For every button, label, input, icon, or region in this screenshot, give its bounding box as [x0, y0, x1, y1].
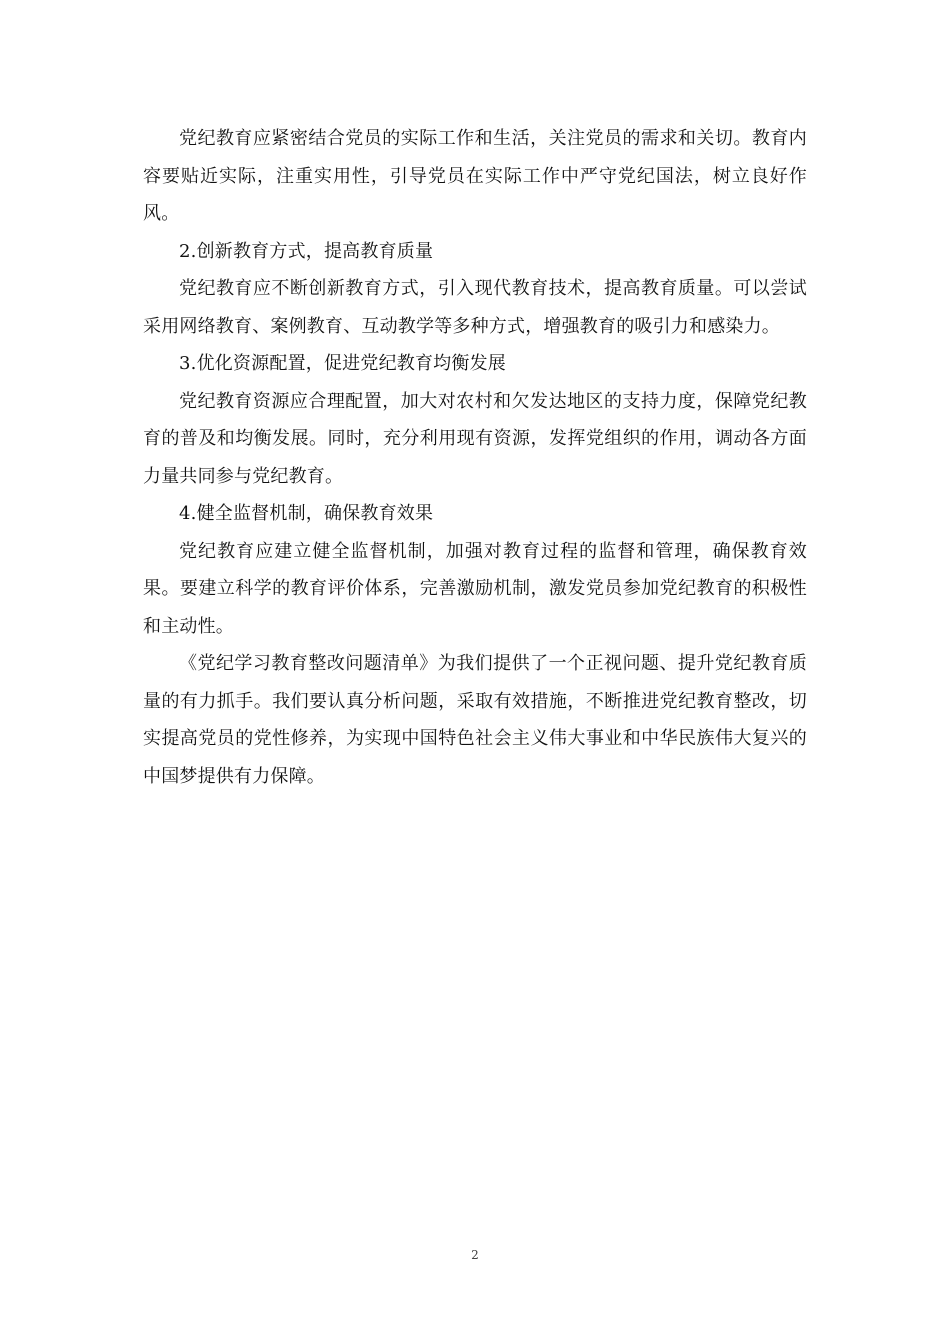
- paragraph-practical-work: 党纪教育应紧密结合党员的实际工作和生活，关注党员的需求和关切。教育内容要贴近实际，注重实用性，引导党员在实际工作中严守党纪国法，树立良好作风。: [143, 128, 807, 224]
- document-body: [143, 120, 807, 795]
- heading-supervision: 4.健全监督机制，确保教育效果: [179, 503, 434, 524]
- paragraph-optimize-resources: 党纪教育资源应合理配置，加大对农村和欠发达地区的支持力度，保障党纪教育的普及和均衡发展。同时，充分利用现有资源，发挥党组织的作用，调动各方面力量共同参与党纪教育。: [143, 390, 807, 487]
- heading-innovate-methods: 2.创新教育方式，提高教育质量: [179, 240, 434, 262]
- paragraph-conclusion: 《党纪学习教育整改问题清单》为我们提供了一个正视问题、提升党纪教育质量的有力抓手。我们要认真分析问题，采取有效措施，不断推进党纪教育整改，切实提高党员的党性修养，为实现中国特色社会主义伟大事业和中华民族伟大复兴的中国梦提供有力保障。: [143, 653, 807, 787]
- heading-optimize-resources: 3.优化资源配置，促进党纪教育均衡发展: [179, 353, 506, 374]
- paragraph-supervision: 党纪教育应建立健全监督机制，加强对教育过程的监督和管理，确保教育效果。要建立科学的教育评价体系，完善激励机制，激发党员参加党纪教育的积极性和主动性。: [143, 540, 807, 637]
- paragraph-innovate-methods: 党纪教育应不断创新教育方式，引入现代教育技术，提高教育质量。可以尝试采用网络教育、案例教育、互动教学等多种方式，增强教育的吸引力和感染力。: [143, 278, 807, 337]
- page-number: 2: [471, 1248, 479, 1262]
